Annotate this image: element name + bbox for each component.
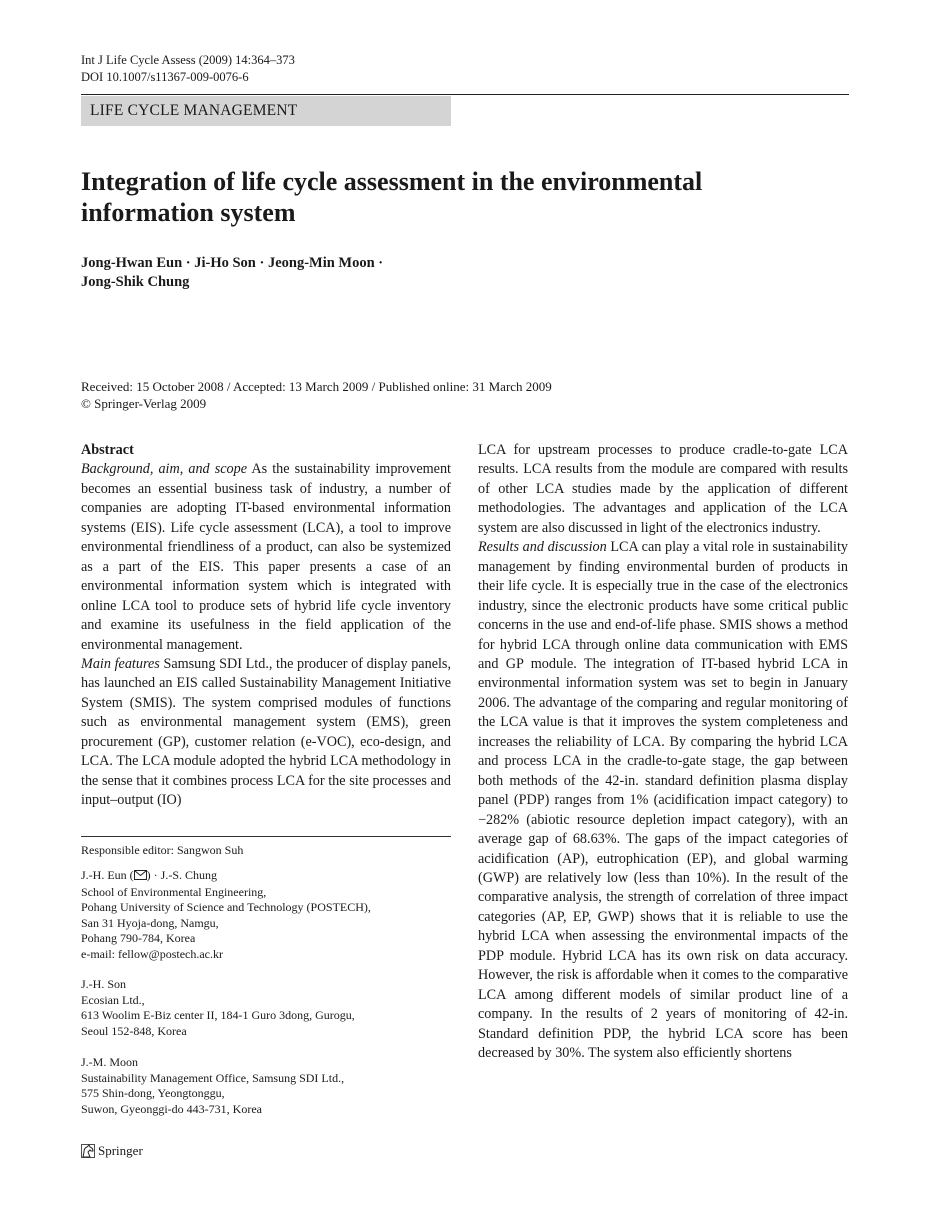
affiliation-1-line: School of Environmental Engineering, [81,884,267,899]
footnote-editor: Responsible editor: Sangwon Suh [81,843,244,857]
publication-dates [81,378,552,412]
abstract-features [81,655,451,811]
affiliation-3-line: Sustainability Management Office, Samsung SDI Ltd., [81,1070,345,1085]
affiliation-1-line: Pohang University of Science and Technology (POSTECH), [81,900,371,914]
abstract-heading: Abstract [81,442,134,458]
journal-doi: DOI 10.1007/s11367-009-0076-6 [81,70,249,84]
affiliation-2-line: Ecosian Ltd., [81,992,145,1007]
title-line-1: Integration of life cycle assessment in the environmental [81,167,703,196]
affiliation-1 [81,868,461,962]
copyright-notice: © Springer-Verlag 2009 [81,396,207,411]
history-dates: Received: 15 October 2008 / Accepted: 13 March 2009 / Published online: 31 March 2009 [81,379,552,394]
affiliation-2-line: 613 Woolim E-Biz center II, 184-1 Guro 3dong, Gurogu, [81,1008,355,1022]
features-label: Main features [81,655,160,672]
publisher-footer [81,1142,143,1160]
affil1-name-b: ) · J.-S. Chung [146,868,218,882]
abstract-column-right [478,441,848,1064]
affiliation-1-line: San 31 Hyoja-dong, Namgu, [81,915,219,930]
paper-title [81,166,821,228]
abstract-results [478,538,848,1063]
author-list [81,254,521,292]
affiliation-3-line: Suwon, Gyeonggi-do 443-731, Korea [81,1101,262,1116]
springer-horse-icon [81,1144,95,1158]
background-text: As the sustainability improvement becomes an essential business task of industry, a number of companies are adopting IT-based environmental information systems (EIS). Life cycle assessment (LCA), a tool to improve environmental friendliness of a product, can also be systemized as a part of the EIS. This paper presents a case of an environmental information system which is integrated with online LCA tool to produce sets of hybrid life cycle inventory and examine its usefulness in the field application of the environmental management. [81,461,452,653]
affiliation-1-email: e-mail: fellow@postech.ac.kr [81,946,223,961]
footnote-rule [81,836,451,837]
abstract-continuation: LCA for upstream processes to produce cradle-to-gate LCA results. LCA results from the module are compared with results of other LCA studies made by the application of different methodologies. The advantages and application of the LCA system are also discussed in light of the electronics industry. [478,442,848,536]
background-label: Background, aim, and scope [81,461,248,478]
abstract-column-left [81,441,451,811]
authors-line-2: Jong-Shik Chung [81,274,190,290]
authors-line-1: Jong-Hwan Eun · Ji-Ho Son · Jeong-Min Moon · [81,255,384,271]
affiliation-2-name: J.-H. Son [81,977,127,991]
results-label: Results and discussion [478,539,607,556]
affiliation-1-names [81,868,461,885]
journal-header [81,52,295,86]
title-line-2: information system [81,198,296,227]
publisher-name: Springer [98,1143,143,1158]
abstract-background [81,460,451,655]
affiliation-3 [81,1055,461,1117]
results-text: LCA can play a vital role in sustainability management by finding environmental burden of products in their life cycle. It is especially true in the case of the electronics industry, since the electronic products have some critical public concerns in the use and end-of-life phase. SMIS shows a method for hybrid LCA through online data communication with EMS and GP module. The integration of IT-based hybrid LCA in environmental information system was set to begin in January 2006. The advantage of the comparing and regular monitoring of the LCA value is that it improves the system completeness and increases the reliability of LCA. By comparing the hybrid LCA and process LCA in the cradle-to-gate stage, the gap between both methods of the 42-in. standard definition plasma display panel (PDP) ranges from 1% (acidification impact category) to −282% (abiotic resource depletion impact category), with an average gap of 68.63%. The gaps of the impact categories of acidification (AP), eutrophication (EP), and global warming (GWP) are relatively low (less than 10%). In the result of the comparative analysis, the strength of correlation of three impact categories (AP, EP, GWP) shows that it is reliable to use the hybrid LCA when assessing the environmental impacts of the PDP module. Hybrid LCA has its own risk on data accuracy. However, the risk is affordable when it comes to the comparative LCA among different models of similar product line of a company. In the results of 2 years of monitoring of 42-in. Standard definition PDP, the hybrid LCA score has been decreased by 30%. The system also efficiently shortens [478,539,849,1062]
affiliation-1-line: Pohang 790-784, Korea [81,931,196,945]
section-label: LIFE CYCLE MANAGEMENT [81,96,451,126]
envelope-icon [134,869,147,885]
header-rule [81,94,849,95]
features-text: Samsung SDI Ltd., the producer of display panels, has launched an EIS called Sustainability Management Initiative System (SMIS). The system comprised modules of functions such as environmental management system (EMS), green procurement (GP), customer relation (e-VOC), eco-design, and LCA. The LCA module adopted the hybrid LCA methodology in the sense that it combines process LCA for the site processes and input–output (IO) [81,655,451,809]
affil1-name-a: J.-H. Eun ( [81,868,134,882]
journal-citation: Int J Life Cycle Assess (2009) 14:364–373 [81,53,295,67]
affiliation-3-line: 575 Shin-dong, Yeongtonggu, [81,1086,225,1100]
affiliation-3-name: J.-M. Moon [81,1055,139,1069]
affiliation-2 [81,977,461,1039]
affiliation-2-line: Seoul 152-848, Korea [81,1023,187,1038]
